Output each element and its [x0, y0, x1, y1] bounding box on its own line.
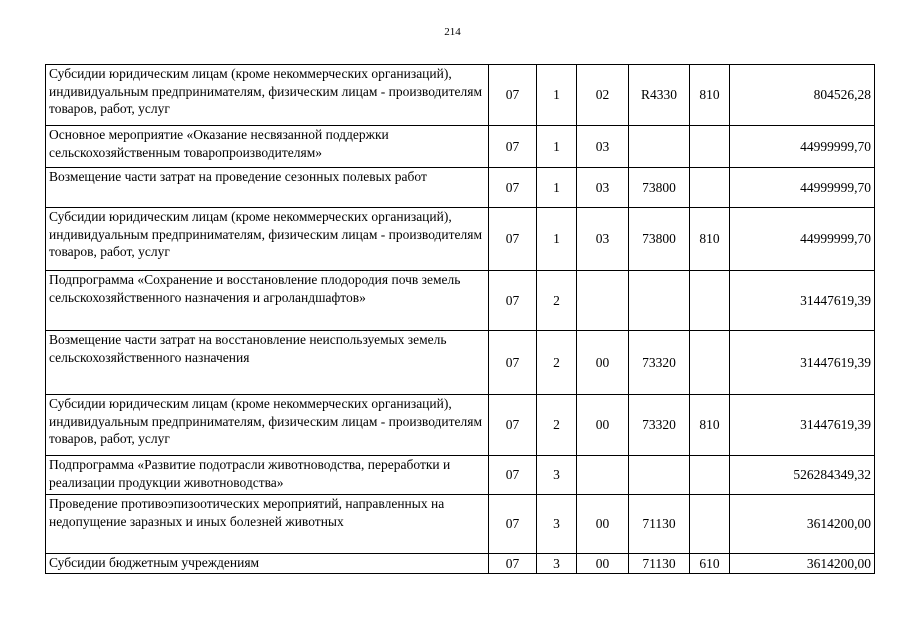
- table-row: [46, 271, 875, 331]
- row-section-code: 07: [489, 126, 537, 168]
- table-row: [46, 554, 875, 574]
- row-amount: 526284349,32: [730, 456, 875, 495]
- table-row: [46, 126, 875, 168]
- row-section-code: 07: [489, 271, 537, 331]
- table-row: [46, 495, 875, 554]
- row-expense-type-code: 810: [690, 65, 730, 126]
- table-row: [46, 208, 875, 271]
- table-row: [46, 331, 875, 395]
- row-amount: 44999999,70: [730, 168, 875, 208]
- row-name: Субсидии юридическим лицам (кроме некоммерческих организаций), индивидуальным предпринимателям, физическим лицам - производителям товаров, работ, услуг: [46, 395, 489, 456]
- row-subprogram-code: 03: [577, 208, 629, 271]
- row-program-code: 2: [537, 331, 577, 395]
- row-subprogram-code: 00: [577, 395, 629, 456]
- row-program-code: 1: [537, 208, 577, 271]
- row-target-code: 73800: [629, 208, 690, 271]
- row-subprogram-code: 03: [577, 168, 629, 208]
- row-subprogram-code: [577, 456, 629, 495]
- table-row: [46, 65, 875, 126]
- row-target-code: [629, 271, 690, 331]
- row-program-code: 2: [537, 271, 577, 331]
- row-section-code: 07: [489, 495, 537, 554]
- row-name: Субсидии бюджетным учреждениям: [46, 554, 489, 574]
- row-section-code: 07: [489, 331, 537, 395]
- row-program-code: 3: [537, 554, 577, 574]
- table-row: [46, 395, 875, 456]
- row-subprogram-code: 02: [577, 65, 629, 126]
- row-expense-type-code: [690, 168, 730, 208]
- row-target-code: 71130: [629, 495, 690, 554]
- row-program-code: 3: [537, 495, 577, 554]
- row-program-code: 2: [537, 395, 577, 456]
- row-subprogram-code: 00: [577, 331, 629, 395]
- row-expense-type-code: 610: [690, 554, 730, 574]
- row-program-code: 1: [537, 126, 577, 168]
- table-row: [46, 456, 875, 495]
- row-target-code: 73320: [629, 395, 690, 456]
- row-target-code: 71130: [629, 554, 690, 574]
- row-expense-type-code: [690, 495, 730, 554]
- row-amount: 31447619,39: [730, 271, 875, 331]
- row-amount: 804526,28: [730, 65, 875, 126]
- row-name: Субсидии юридическим лицам (кроме некоммерческих организаций), индивидуальным предпринимателям, физическим лицам - производителям товаров, работ, услуг: [46, 208, 489, 271]
- row-amount: 44999999,70: [730, 208, 875, 271]
- row-expense-type-code: [690, 331, 730, 395]
- row-target-code: [629, 456, 690, 495]
- row-name: Проведение противоэпизоотических мероприятий, направленных на недопущение заразных и иных болезней животных: [46, 495, 489, 554]
- row-name: Подпрограмма «Сохранение и восстановление плодородия почв земель сельскохозяйственного назначения и агроландшафтов»: [46, 271, 489, 331]
- table-row: [46, 168, 875, 208]
- row-subprogram-code: [577, 271, 629, 331]
- budget-table: [45, 64, 875, 574]
- row-expense-type-code: 810: [690, 395, 730, 456]
- row-name: Основное мероприятие «Оказание несвязанной поддержки сельскохозяйственным товаропроизводителям»: [46, 126, 489, 168]
- row-subprogram-code: 03: [577, 126, 629, 168]
- row-name: Субсидии юридическим лицам (кроме некоммерческих организаций), индивидуальным предпринимателям, физическим лицам - производителям товаров, работ, услуг: [46, 65, 489, 126]
- row-section-code: 07: [489, 554, 537, 574]
- row-name: Возмещение части затрат на проведение сезонных полевых работ: [46, 168, 489, 208]
- row-subprogram-code: 00: [577, 554, 629, 574]
- row-amount: 3614200,00: [730, 495, 875, 554]
- row-program-code: 1: [537, 65, 577, 126]
- row-name: Возмещение части затрат на восстановление неиспользуемых земель сельскохозяйственного назначения: [46, 331, 489, 395]
- row-expense-type-code: [690, 271, 730, 331]
- row-program-code: 3: [537, 456, 577, 495]
- row-amount: 31447619,39: [730, 395, 875, 456]
- row-amount: 31447619,39: [730, 331, 875, 395]
- row-amount: 3614200,00: [730, 554, 875, 574]
- row-name: Подпрограмма «Развитие подотрасли животноводства, переработки и реализации продукции животноводства»: [46, 456, 489, 495]
- row-section-code: 07: [489, 65, 537, 126]
- row-target-code: 73320: [629, 331, 690, 395]
- row-program-code: 1: [537, 168, 577, 208]
- row-target-code: R4330: [629, 65, 690, 126]
- row-target-code: 73800: [629, 168, 690, 208]
- row-expense-type-code: [690, 456, 730, 495]
- row-expense-type-code: 810: [690, 208, 730, 271]
- row-expense-type-code: [690, 126, 730, 168]
- row-section-code: 07: [489, 168, 537, 208]
- page-number: 214: [444, 26, 461, 38]
- row-target-code: [629, 126, 690, 168]
- row-section-code: 07: [489, 395, 537, 456]
- row-section-code: 07: [489, 208, 537, 271]
- row-subprogram-code: 00: [577, 495, 629, 554]
- row-amount: 44999999,70: [730, 126, 875, 168]
- row-section-code: 07: [489, 456, 537, 495]
